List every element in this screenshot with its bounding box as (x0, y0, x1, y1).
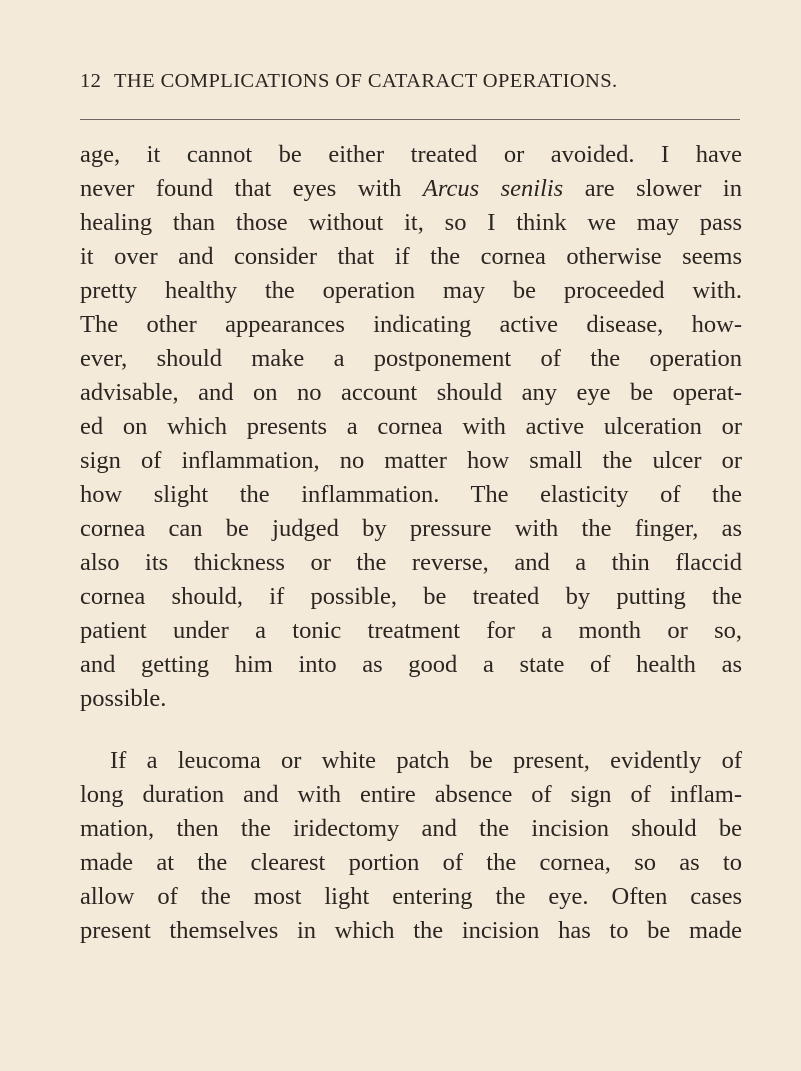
text-line: advisable, and on no account should any eye be operat- (80, 379, 742, 406)
text-line: and getting him into as good a state of health as (80, 651, 742, 678)
paragraph-1 (80, 138, 742, 716)
text-line: mation, then the iridectomy and the incision should be (80, 815, 742, 842)
text-line: long duration and with entire absence of sign of inflam- (80, 781, 742, 808)
text-line: If a leucoma or white patch be present, evidently of (110, 747, 742, 774)
body-text (80, 138, 742, 948)
paragraph-2 (80, 744, 742, 948)
text-line: also its thickness or the reverse, and a thin flaccid (80, 549, 742, 576)
running-head (80, 70, 720, 104)
running-title: THE COMPLICATIONS OF CATARACT OPERATIONS. (114, 70, 618, 92)
text-line: cornea can be judged by pressure with the finger, as (80, 515, 742, 542)
text-line: age, it cannot be either treated or avoided. I have (80, 141, 742, 168)
paragraph-gap (80, 716, 742, 744)
text-run: are slower in (584, 175, 742, 202)
text-line: present themselves in which the incision has to be made (80, 917, 742, 944)
text-line: The other appearances indicating active disease, how- (80, 311, 742, 338)
text-line: healing than those without it, so I think we may pass (80, 209, 742, 236)
text-line: pretty healthy the operation may be proceeded with. (80, 277, 742, 304)
text-line (80, 172, 742, 206)
text-line: ever, should make a postponement of the operation (80, 345, 742, 372)
text-line: patient under a tonic treatment for a month or so, (80, 617, 742, 644)
text-line: made at the clearest portion of the cornea, so as to (80, 849, 742, 876)
text-line: cornea should, if possible, be treated by putting the (80, 583, 742, 610)
text-line: sign of inflammation, no matter how small the ulcer or (80, 447, 742, 474)
text-line: how slight the inflammation. The elasticity of the (80, 481, 742, 508)
text-line: it over and consider that if the cornea otherwise seems (80, 243, 742, 270)
text-run: never found that eyes with (80, 175, 402, 202)
text-line: allow of the most light entering the eye. Often cases (80, 883, 742, 910)
italic-term: Arcus senilis (422, 175, 564, 202)
page-number: 12 (80, 70, 102, 92)
text-line: ed on which presents a cornea with active ulceration or (80, 413, 742, 440)
header-rule (80, 119, 740, 120)
text-line: possible. (80, 685, 167, 712)
